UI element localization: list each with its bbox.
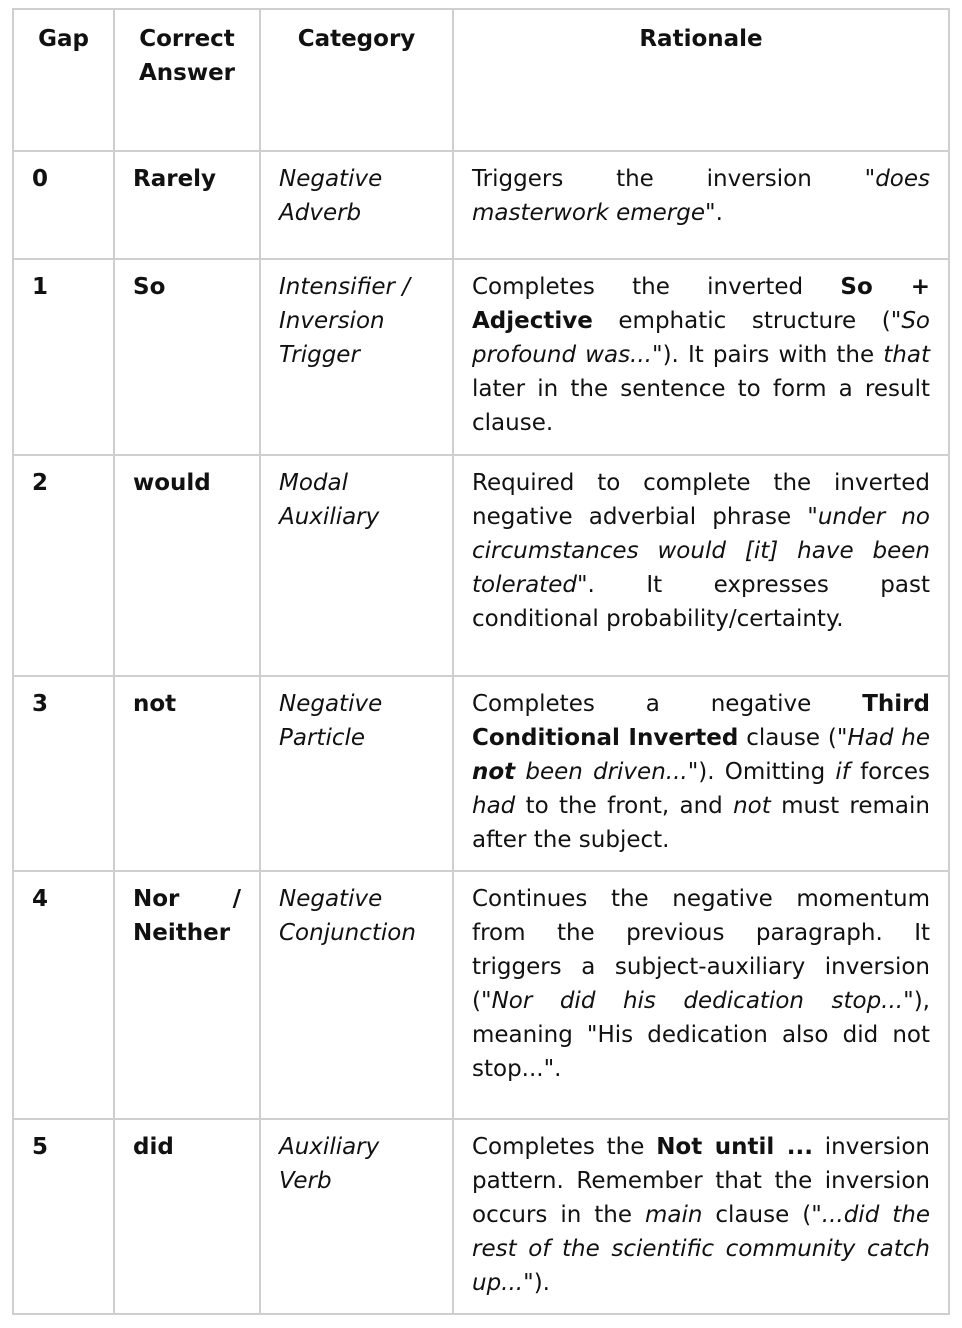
emphasis-text: So + Adjective bbox=[472, 274, 930, 334]
rationale-text: forces bbox=[849, 759, 930, 785]
table-row bbox=[13, 871, 949, 1119]
category: Modal Auxiliary bbox=[260, 455, 453, 676]
category: Negative Adverb bbox=[260, 151, 453, 259]
rationale-text: Completes a negative bbox=[472, 691, 863, 717]
rationale-text: Required to complete the inverted negative adverbial phrase bbox=[472, 470, 930, 530]
gap-number: 2 bbox=[13, 455, 114, 676]
gap-number: 3 bbox=[13, 676, 114, 871]
correct-answer: So bbox=[114, 259, 260, 455]
rationale bbox=[453, 151, 949, 259]
emphasis-text: Third Conditional Inverted bbox=[472, 691, 930, 751]
header-gap: Gap bbox=[13, 9, 114, 151]
header-row bbox=[13, 9, 949, 151]
table-row bbox=[13, 259, 949, 455]
rationale bbox=[453, 1119, 949, 1314]
category: Auxiliary Verb bbox=[260, 1119, 453, 1314]
rationale-text: clause ( bbox=[702, 1202, 812, 1228]
header-rationale: Rationale bbox=[453, 9, 949, 151]
correct-answer: not bbox=[114, 676, 260, 871]
example-text: been driven..." bbox=[515, 759, 699, 785]
example-text: "does masterwork emerge" bbox=[472, 166, 930, 226]
rationale bbox=[453, 871, 949, 1119]
rationale-text: Completes the bbox=[472, 1134, 657, 1160]
example-text: if bbox=[835, 759, 850, 785]
correct-answer: did bbox=[114, 1119, 260, 1314]
rationale-text: Completes the inverted bbox=[472, 274, 841, 300]
correct-answer: would bbox=[114, 455, 260, 676]
category: Negative Conjunction bbox=[260, 871, 453, 1119]
example-text: "under no circumstances would [it] have been tolerated" bbox=[472, 504, 930, 598]
rationale-text: Continues the negative momentum from the previous paragraph. It triggers a subject-auxiliary inversion ( bbox=[472, 886, 930, 1014]
gap-number: 4 bbox=[13, 871, 114, 1119]
rationale-text: to the front, and bbox=[515, 793, 734, 819]
rationale bbox=[453, 455, 949, 676]
rationale-text: later in the sentence to form a result clause. bbox=[472, 376, 930, 436]
table-row bbox=[13, 151, 949, 259]
emphasis-text: Not until ... bbox=[656, 1134, 813, 1160]
category: Intensifier / Inversion Trigger bbox=[260, 259, 453, 455]
rationale-text: ). bbox=[533, 1270, 550, 1296]
correct-answer: Rarely bbox=[114, 151, 260, 259]
table-row bbox=[13, 1119, 949, 1314]
rationale-text: must remain after the subject. bbox=[472, 793, 930, 853]
gap-number: 5 bbox=[13, 1119, 114, 1314]
example-text: "Had he bbox=[836, 725, 931, 751]
gap-number: 0 bbox=[13, 151, 114, 259]
correct-answer: Nor / Neither bbox=[114, 871, 260, 1119]
rationale-text: . bbox=[715, 200, 723, 226]
rationale-text: ), meaning "His dedication also did not stop...". bbox=[472, 988, 930, 1082]
answer-key-table bbox=[12, 8, 950, 1315]
emphasis-text: not bbox=[472, 759, 516, 785]
rationale-text: . It expresses past conditional probability/certainty. bbox=[472, 572, 930, 632]
table-row bbox=[13, 676, 949, 871]
example-text: "Nor did his dedication stop..." bbox=[480, 988, 914, 1014]
example-text: not bbox=[733, 793, 771, 819]
rationale bbox=[453, 676, 949, 871]
category: Negative Particle bbox=[260, 676, 453, 871]
example-text: main bbox=[644, 1202, 703, 1228]
rationale-text: Triggers the inversion bbox=[472, 166, 865, 192]
rationale-text: ). Omitting bbox=[698, 759, 836, 785]
table-row bbox=[13, 455, 949, 676]
example-text: that bbox=[883, 342, 930, 368]
example-text: "So profound was..." bbox=[472, 308, 930, 368]
answer-key-table-container bbox=[12, 8, 950, 1315]
rationale bbox=[453, 259, 949, 455]
rationale-text: inversion pattern. Remember that the inversion occurs in the bbox=[472, 1134, 930, 1228]
rationale-text: clause ( bbox=[738, 725, 837, 751]
example-text: "...did the rest of the scientific community catch up..." bbox=[472, 1202, 930, 1296]
gap-number: 1 bbox=[13, 259, 114, 455]
rationale-text: emphatic structure ( bbox=[592, 308, 891, 334]
rationale-text: ). It pairs with the bbox=[662, 342, 884, 368]
example-text: had bbox=[472, 793, 516, 819]
header-correct-answer: Correct Answer bbox=[114, 9, 260, 151]
header-category: Category bbox=[260, 9, 453, 151]
